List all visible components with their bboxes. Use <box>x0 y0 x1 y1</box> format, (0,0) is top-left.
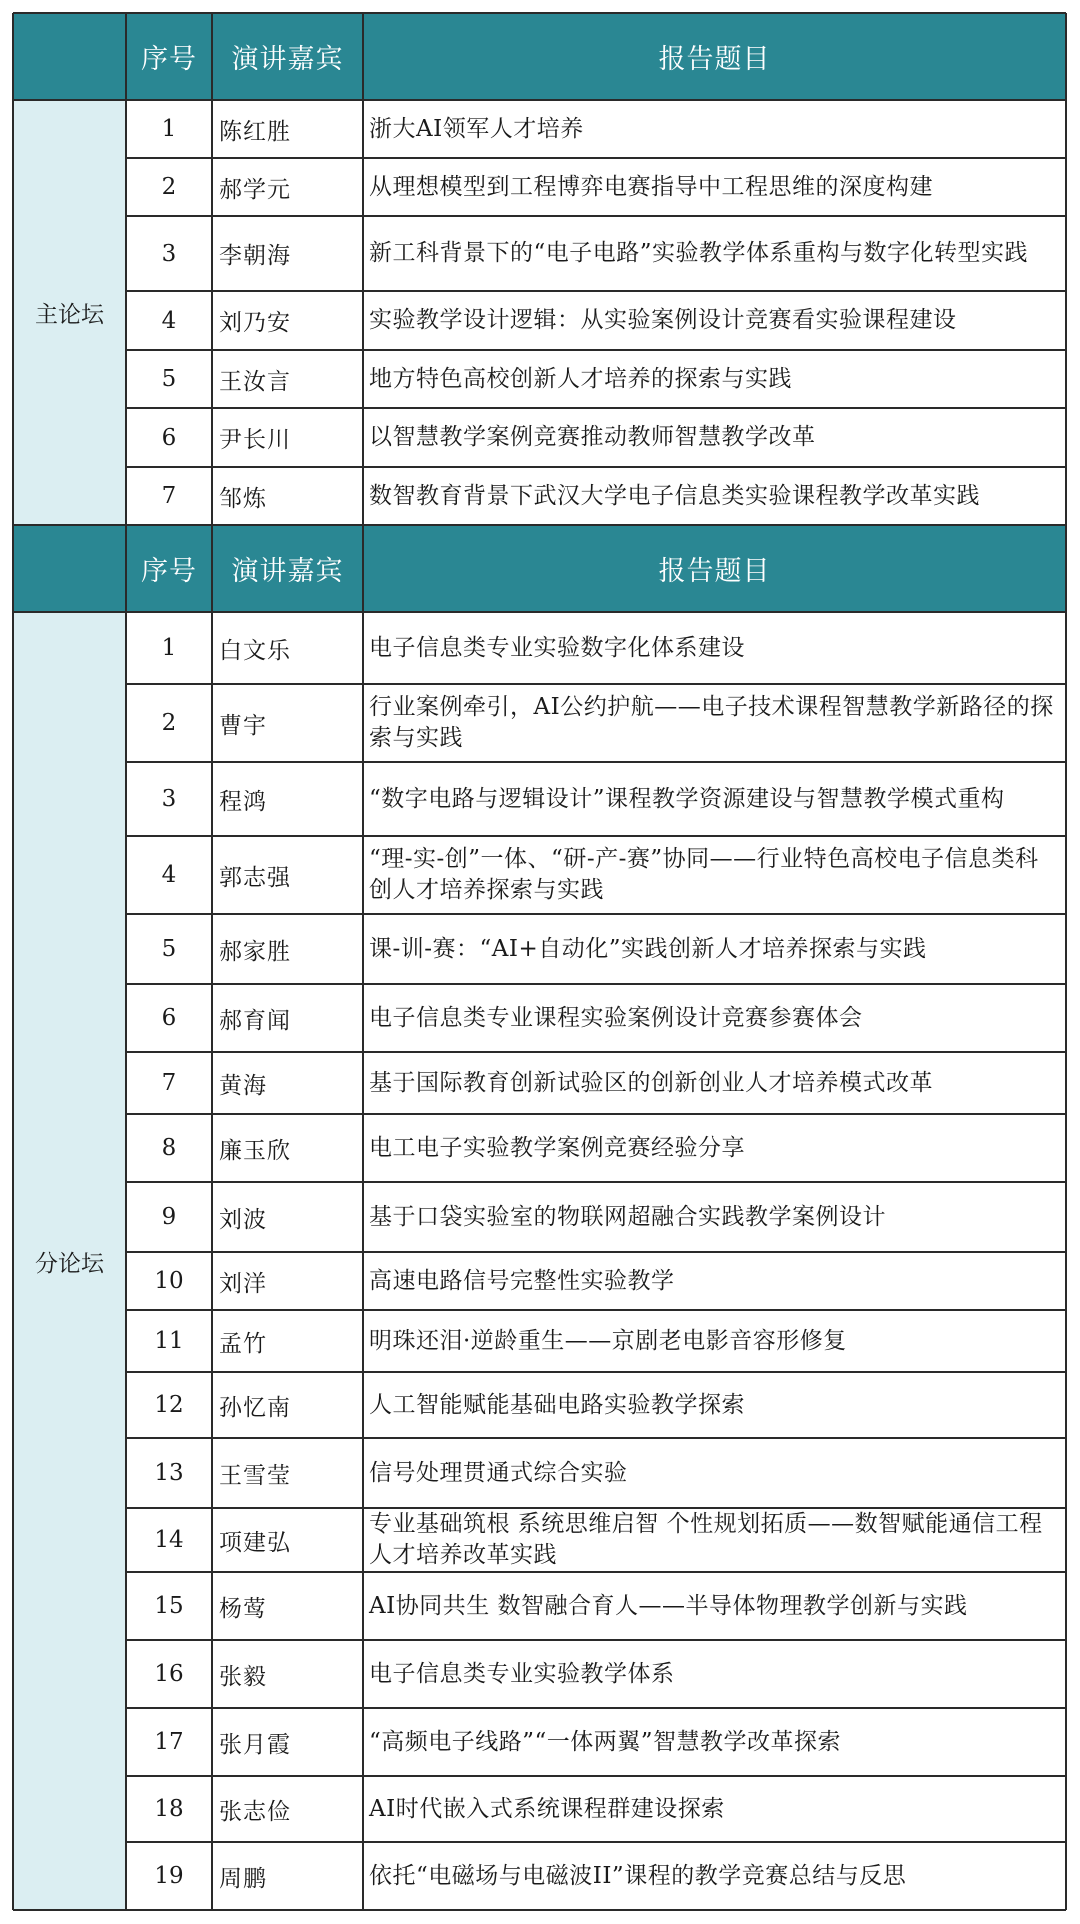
row-number: 4 <box>126 291 212 350</box>
speaker-name: 孟竹 <box>212 1310 363 1372</box>
speaker-name: 郝育闻 <box>212 984 363 1052</box>
grid-line <box>12 525 14 1910</box>
speaker-name: 周鹏 <box>212 1842 363 1910</box>
grid-line <box>126 1371 1066 1373</box>
grid-line <box>126 983 1066 985</box>
report-title: 实验教学设计逻辑：从实验案例设计竞赛看实验课程建设 <box>363 291 1066 350</box>
speaker-name: 程鸿 <box>212 762 363 836</box>
speaker-name: 张月霞 <box>212 1708 363 1776</box>
report-title: 从理想模型到工程博弈电赛指导中工程思维的深度构建 <box>363 158 1066 216</box>
grid-line <box>1065 525 1067 1910</box>
report-title: 电子信息类专业实验教学体系 <box>363 1640 1066 1708</box>
grid-line <box>126 1051 1066 1053</box>
grid-line <box>126 290 1066 292</box>
grid-line <box>1065 13 1067 525</box>
row-number: 10 <box>126 1252 212 1310</box>
header-seq: 序号 <box>126 13 212 100</box>
report-title: 信号处理贯通式综合实验 <box>363 1438 1066 1508</box>
grid-line <box>13 524 1066 526</box>
report-title: 专业基础筑根 系统思维启智 个性规划拓质——数智赋能通信工程人才培养改革实践 <box>363 1508 1066 1572</box>
speaker-name: 刘波 <box>212 1182 363 1252</box>
grid-line <box>362 525 364 1910</box>
speaker-name: 白文乐 <box>212 612 363 684</box>
grid-line <box>126 1639 1066 1641</box>
row-number: 19 <box>126 1842 212 1910</box>
grid-line <box>126 1251 1066 1253</box>
report-title: AI协同共生 数智融合育人——半导体物理教学创新与实践 <box>363 1572 1066 1640</box>
grid-line <box>13 12 1066 14</box>
speaker-name: 郝家胜 <box>212 914 363 984</box>
grid-line <box>13 611 1066 613</box>
report-title: 行业案例牵引，AI公约护航——电子技术课程智慧教学新路径的探索与实践 <box>363 684 1066 762</box>
report-title: 地方特色高校创新人才培养的探索与实践 <box>363 350 1066 408</box>
speaker-name: 项建弘 <box>212 1508 363 1572</box>
grid-line <box>126 1437 1066 1439</box>
report-title: 数智教育背景下武汉大学电子信息类实验课程教学改革实践 <box>363 467 1066 525</box>
row-number: 3 <box>126 762 212 836</box>
row-number: 7 <box>126 467 212 525</box>
sub-forum-label: 分论坛 <box>13 612 126 1910</box>
row-number: 16 <box>126 1640 212 1708</box>
header-topic: 报告题目 <box>363 13 1066 100</box>
grid-line <box>126 215 1066 217</box>
speaker-name: 刘洋 <box>212 1252 363 1310</box>
row-number: 11 <box>126 1310 212 1372</box>
report-title: “理-实-创”一体、“研-产-赛”协同——行业特色高校电子信息类科创人才培养探索与实践 <box>363 836 1066 914</box>
grid-line <box>126 761 1066 763</box>
speaker-name: 郭志强 <box>212 836 363 914</box>
header-speaker: 演讲嘉宾 <box>212 525 363 612</box>
grid-line <box>126 1775 1066 1777</box>
speaker-name: 王雪莹 <box>212 1438 363 1508</box>
row-number: 1 <box>126 100 212 158</box>
row-number: 12 <box>126 1372 212 1438</box>
row-number: 14 <box>126 1508 212 1572</box>
report-title: 电子信息类专业实验数字化体系建设 <box>363 612 1066 684</box>
report-title: 人工智能赋能基础电路实验教学探索 <box>363 1372 1066 1438</box>
report-title: 电子信息类专业课程实验案例设计竞赛参赛体会 <box>363 984 1066 1052</box>
header-corner-cell <box>13 13 126 100</box>
grid-line <box>13 99 1066 101</box>
row-number: 6 <box>126 984 212 1052</box>
grid-line <box>126 1309 1066 1311</box>
row-number: 2 <box>126 158 212 216</box>
report-title: “高频电子线路”“一体两翼”智慧教学改革探索 <box>363 1708 1066 1776</box>
grid-line <box>211 525 213 1910</box>
speaker-name: 尹长川 <box>212 408 363 467</box>
speaker-name: 刘乃安 <box>212 291 363 350</box>
grid-line <box>126 1507 1066 1509</box>
report-title: 依托“电磁场与电磁波II”课程的教学竞赛总结与反思 <box>363 1842 1066 1910</box>
speaker-name: 孙忆南 <box>212 1372 363 1438</box>
speaker-name: 杨莺 <box>212 1572 363 1640</box>
row-number: 9 <box>126 1182 212 1252</box>
report-title: 电工电子实验教学案例竞赛经验分享 <box>363 1114 1066 1182</box>
row-number: 8 <box>126 1114 212 1182</box>
row-number: 6 <box>126 408 212 467</box>
speaker-name: 郝学元 <box>212 158 363 216</box>
report-title: 浙大AI领军人才培养 <box>363 100 1066 158</box>
header-seq: 序号 <box>126 525 212 612</box>
report-title: 明珠还泪·逆龄重生——京剧老电影音容形修复 <box>363 1310 1066 1372</box>
row-number: 15 <box>126 1572 212 1640</box>
grid-line <box>12 13 14 525</box>
grid-line <box>126 1841 1066 1843</box>
grid-line <box>126 913 1066 915</box>
row-number: 3 <box>126 216 212 291</box>
speaker-name: 张志俭 <box>212 1776 363 1842</box>
report-title: 基于国际教育创新试验区的创新创业人才培养模式改革 <box>363 1052 1066 1114</box>
report-title: 课-训-赛：“AI+自动化”实践创新人才培养探索与实践 <box>363 914 1066 984</box>
grid-line <box>126 683 1066 685</box>
row-number: 1 <box>126 612 212 684</box>
report-title: 以智慧教学案例竞赛推动教师智慧教学改革 <box>363 408 1066 467</box>
header-corner-cell <box>13 525 126 612</box>
main-forum-label: 主论坛 <box>13 100 126 525</box>
row-number: 18 <box>126 1776 212 1842</box>
row-number: 17 <box>126 1708 212 1776</box>
grid-line <box>362 13 364 525</box>
speaker-name: 李朝海 <box>212 216 363 291</box>
report-title: 新工科背景下的“电子电路”实验教学体系重构与数字化转型实践 <box>363 216 1066 291</box>
row-number: 5 <box>126 914 212 984</box>
speaker-name: 廉玉欣 <box>212 1114 363 1182</box>
grid-line <box>125 525 127 1910</box>
grid-line <box>13 1909 1066 1911</box>
grid-line <box>211 13 213 525</box>
row-number: 5 <box>126 350 212 408</box>
grid-line <box>126 157 1066 159</box>
row-number: 13 <box>126 1438 212 1508</box>
grid-line <box>126 1113 1066 1115</box>
grid-line <box>126 466 1066 468</box>
report-title: AI时代嵌入式系统课程群建设探索 <box>363 1776 1066 1842</box>
row-number: 2 <box>126 684 212 762</box>
speaker-name: 王汝言 <box>212 350 363 408</box>
header-topic: 报告题目 <box>363 525 1066 612</box>
row-number: 7 <box>126 1052 212 1114</box>
grid-line <box>126 349 1066 351</box>
grid-line <box>126 835 1066 837</box>
speaker-name: 黄海 <box>212 1052 363 1114</box>
grid-line <box>125 13 127 525</box>
grid-line <box>126 1181 1066 1183</box>
grid-line <box>126 407 1066 409</box>
speaker-name: 陈红胜 <box>212 100 363 158</box>
report-title: “数字电路与逻辑设计”课程教学资源建设与智慧教学模式重构 <box>363 762 1066 836</box>
header-speaker: 演讲嘉宾 <box>212 13 363 100</box>
row-number: 4 <box>126 836 212 914</box>
speaker-name: 邹炼 <box>212 467 363 525</box>
report-title: 基于口袋实验室的物联网超融合实践教学案例设计 <box>363 1182 1066 1252</box>
speaker-name: 张毅 <box>212 1640 363 1708</box>
grid-line <box>126 1707 1066 1709</box>
speaker-name: 曹宇 <box>212 684 363 762</box>
report-title: 高速电路信号完整性实验教学 <box>363 1252 1066 1310</box>
grid-line <box>126 1571 1066 1573</box>
